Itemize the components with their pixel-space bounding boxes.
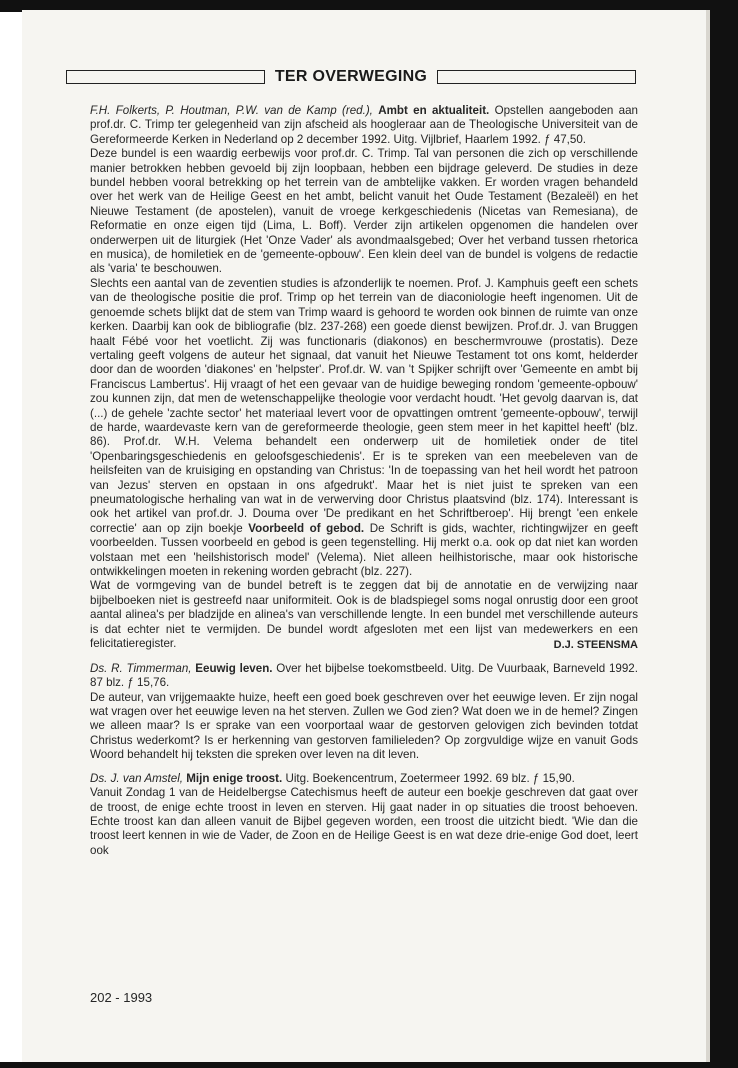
header-rule-left: [66, 70, 265, 84]
article-body: [90, 104, 638, 858]
review-3-intro: Uitg. Boekencentrum, Zoetermeer 1992. 69 blz. ƒ 15,90.: [285, 771, 575, 785]
scan-border-bottom: [0, 1062, 738, 1068]
review-1-intro: Opstellen aangeboden aan prof.dr. C. Trimp ter gelegenheid van zijn afscheid als hoogleraar aan de Theologische Universiteit van de Gereformeerde Kerken in Nederland op 2 december 1992. Uitg. Vijlbrief, Haarlem 1992. ƒ 47,50.: [90, 104, 638, 146]
review-3-paragraph-1: Vanuit Zondag 1 van de Heidelbergse Catechismus heeft de auteur een boekje geschreven dat gaat over de troost, de enige echte troost in leven en sterven. Hij gaat nader in op situaties die troost behoeven. Echte troost kan dan alleen vanuit de Bijbel gegeven worden, een troost die uitzicht biedt. 'Wie dan die troost leert kennen in wie de Vader, de Zoon en de Heilige Geest is en wat deze drie-enige God doet, leert ook: [90, 786, 638, 857]
review-1-paragraph-2-text: Slechts een aantal van de zeventien studies is afzonderlijk te noemen. Prof. J. Kamphuis geeft een schets van de theologische positie die prof. Trimp op het terrein van de diaconiologie heeft ingenomen. Uit de genoemde schets blijkt dat de stem van Trimp waard is gehoord te worden ook binnen de ruimte van onze kerken. Daarbij kan ook de bibliografie (blz. 237-268) een goede dienst bewijzen. Prof.dr. J. van Bruggen haalt Fébé voor het voetlicht. Zij was functionaris (diakonos) en beschermvrouwe (prostatis). Deze vertaling geeft volgens de auteur het signaal, dat vanuit het Nieuwe Testament tot ons komt, helderder door dan de woorden 'diakones' en 'helpster'. Prof.dr. W. van 't Spijker schrijft over 'Gemeente en ambt bij Franciscus Lambertus'. Hij vraagt of het een gevaar van de huidige beweging rondom 'gemeente-opbouw' zou kunnen zijn, dat men de wetenschappelijke theologie voor verdacht houdt. 'Het gevolg daarvan is, dat (...) de gehele 'zachte sector' het materiaal levert voor de opvattingen omtrent 'gemeente-opbouw', terwijl de harde, waardevaste kern van de gereformeerde theologie, geen stem meer in het kapittel heeft' (blz. 86). Prof.dr. W.H. Velema behandelt een onderwerp uit de homiletiek onder de titel 'Openbaringsgeschiedenis en geloofsgeschiedenis'. Er is te spreken van een meebeleven van de heilsfeiten van de kruisiging en opstanding van Christus: 'In de toepassing van het heil wordt het patroon van Jezus' sterven en opstaan in ons afgedrukt'. Maar het is niet juist te spreken van een pneumatologische herhaling van wat in de verwerving door Christus plaatsvind (blz. 174). Interessant is ook het artikel van prof.dr. J. Douma over 'De predikant en het Schriftberoep'. Hij brengt 'een enkele correctie' aan op zijn boekje: [90, 276, 638, 535]
review-1-paragraph-2: [90, 277, 638, 580]
review-3-heading: [90, 772, 638, 786]
review-3-title: Mijn enige troost.: [186, 771, 283, 785]
review-2-author: Ds. R. Timmerman,: [90, 661, 192, 675]
scan-border-right: [710, 0, 738, 1068]
review-1-paragraph-3: Wat de vormgeving van de bundel betreft is te zeggen dat bij de annotatie en de verwijzing naar bijbelboeken niet is gestreefd naar uniformiteit. Ook is de bladspiegel soms nogal onrustig door een groot aantal alinea's per bladzijde en alinea's van verschillende lengte. In een bundel met verschillende auteurs is dat echter niet te vermijden. De bundel wordt afgesloten met een lijst van medewerkers en een felicitatieregister.: [90, 579, 638, 651]
review-2-heading: [90, 662, 638, 691]
review-2-title: Eeuwig leven.: [195, 661, 273, 675]
review-1-title: Ambt en aktualiteit.: [378, 104, 490, 117]
review-1-heading: [90, 104, 638, 147]
section-header: [66, 64, 636, 90]
header-rule-right: [437, 70, 636, 84]
review-1-author: F.H. Folkerts, P. Houtman, P.W. van de Kamp (red.),: [90, 104, 373, 117]
section-title: TER OVERWEGING: [274, 68, 428, 85]
page-number: 202 - 1993: [90, 990, 153, 1005]
review-1-paragraph-1: Deze bundel is een waardig eerbewijs voor prof.dr. C. Trimp. Tal van personen die zich op verschillende manier betrokken hebben gevoeld bij zijn loopbaan, hebben een bijdrage geleverd. De studies in deze bundel hebben vooral betrekking op het terrein van de ambtelijke vakken. Er worden vragen behandeld over het werk van de Heilige Geest en het ambt, belicht vanuit het Oude Testament (Bezaleël) en het Nieuwe Testament (de apostelen), vanuit de vroege kerkgeschiedenis (Nicetas van Remesiana), de Reformatie en onze eigen tijd (Lima, L. Boff). Verder zijn artikelen opgenomen die handelen over onderwerpen uit de liturgiek (Het 'Onze Vader' als avondmaalsgebed; Over het verband tussen rhetorica en musica), de homiletiek en de 'gemeente-opbouw'. Een klein deel van de bundel is volgens de redactie als 'varia' te beschouwen.: [90, 147, 638, 276]
review-3-author: Ds. J. van Amstel,: [90, 771, 183, 785]
review-2-paragraph-1: De auteur, van vrijgemaakte huize, heeft een goed boek geschreven over het eeuwige leven. Er zijn nogal wat vragen over het eeuwige leven na het sterven. Zullen we God zien? Wat doen we in de hemel? Zingen we alleen maar? Is er sprake van een voorportaal waar de gestorven gelovigen zich bevinden totdat Christus wederkomt? Is er herkenning van gestorven familieleden? Op zorgvuldige wijze en vanuit Gods Woord behandelt hij teksten die spreken over leven na dit leven.: [90, 690, 638, 762]
review-1-signature: D.J. STEENSMA: [553, 639, 638, 652]
review-1-paragraph-2-continuation: De Schrift is gids, wachter, richtingwijzer en geeft voorbeelden. Tussen voorbeeld en gebod is geen tegenstelling. Hij merkt o.a. ook op dat niet kan worden volstaan met een 'heilshistorisch model' (Velema). Niet alleen heilhistorische, maar ook historische ontwikkelingen moeten in rekening worden gebracht (blz. 227).: [90, 521, 638, 578]
review-2-intro: Over het bijbelse toekomstbeeld. Uitg. De Vuurbaak, Barneveld 1992. 87 blz. ƒ 15,76.: [90, 661, 638, 690]
book-title-voorbeeld-of-gebod: Voorbeeld of gebod.: [248, 521, 365, 535]
